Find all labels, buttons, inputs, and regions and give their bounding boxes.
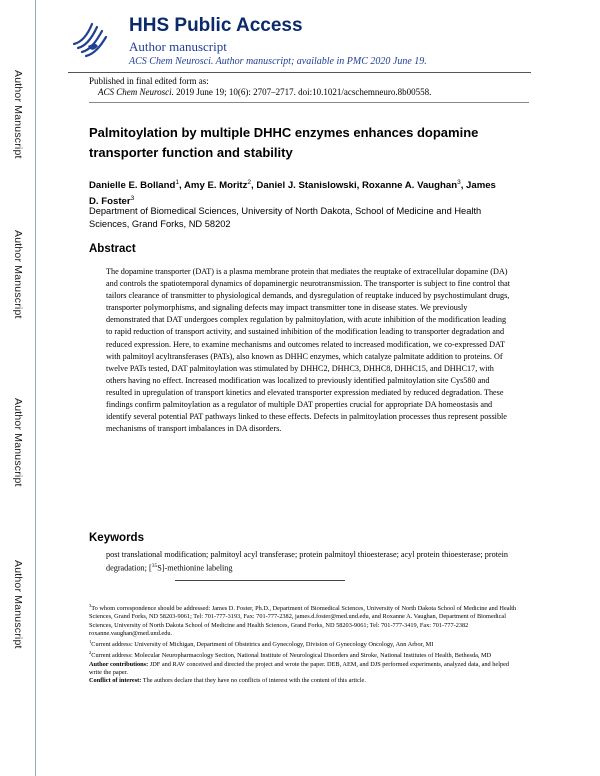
side-label-author-manuscript: Author Manuscript bbox=[12, 560, 24, 649]
footnote-text: JDF and RAV conceived and directed the project and wrote the paper. DEB, AEM, and DJS performed experiments, analyzed data, and helped write the paper. bbox=[89, 660, 510, 676]
paper-title: Palmitoylation by multiple DHHC enzymes enhances dopamine transporter function and stability bbox=[89, 125, 479, 160]
hhs-eagle-logo-icon bbox=[68, 16, 112, 60]
footnote-mark: 2 bbox=[89, 650, 92, 656]
side-label-author-manuscript: Author Manuscript bbox=[12, 70, 24, 159]
footnote-text: Current address: University of Michigan, Department of Obstetrics and Gynecology, Division of Gynecology Oncology, Ann Arbor, MI bbox=[91, 641, 434, 648]
hhs-public-access-title: HHS Public Access bbox=[129, 15, 303, 36]
pmc-availability-note bbox=[129, 56, 427, 67]
footnote-label: Author contributions: bbox=[89, 660, 149, 668]
footnote-conflict bbox=[89, 677, 517, 685]
footnote-address1 bbox=[89, 638, 517, 649]
affiliation: Department of Biomedical Sciences, University of North Dakota, School of Medicine and Health Sciences, Grand Forks, ND 58202 bbox=[89, 206, 482, 229]
keywords-heading: Keywords bbox=[89, 532, 144, 544]
footnote-text: Current address: Molecular Neuropharmacology Section, National Institute of Neurological Disorders and Stroke, National Institutes of Health, Bethesda, MD bbox=[91, 652, 492, 660]
author-name: Danielle E. Bolland bbox=[89, 180, 176, 192]
author-manuscript-link[interactable]: Author manuscript bbox=[129, 39, 227, 54]
keywords-text bbox=[106, 549, 511, 574]
margin-divider bbox=[35, 0, 36, 776]
author-name: Daniel J. Stanislowski bbox=[256, 180, 357, 192]
header-rule bbox=[68, 72, 531, 73]
author-sup: 3 bbox=[130, 195, 135, 203]
availability-text: Author manuscript; available in PMC 2020 June 19. bbox=[213, 56, 427, 67]
side-label-author-manuscript: Author Manuscript bbox=[12, 398, 24, 487]
isotope-sup: 35 bbox=[151, 562, 158, 569]
author-list: Danielle E. Bolland$^1$, Amy E. Moritz$^2$, Daniel J. Stanislowski, Roxanne A. Vaughan$^3$, James D. Foster$^3$ bbox=[89, 179, 496, 208]
author-name: Roxanne A. Vaughan bbox=[361, 180, 458, 192]
footnote-text: To whom correspondence should be addressed: James D. Foster, Ph.D., Department of Biomedical Sciences, University of North Dakota School of Medicine and Health Sciences, Grand Forks, ND 58203-9061; Tel: 701-777-3193, Fax: 701-777-2382, james.d.foster@med.und.edu, and Roxanne A. Vaughan, Department of Biomedical Sciences, University of North Dakota School of Medicine and Health Sciences, Grand Forks, ND 58203-9061; Tel: 701-777-3419, Fax: 701-777-2382 roxanne.vaughan@med.und.edu. bbox=[89, 605, 517, 637]
footnote-mark: 1 bbox=[89, 638, 92, 644]
footnote-correspondence bbox=[89, 602, 517, 638]
citation-journal: ACS Chem Neurosci. bbox=[98, 87, 174, 97]
abstract-text: The dopamine transporter (DAT) is a plasma membrane protein that mediates the reuptake of extracellular dopamine (DA) and controls the spatiotemporal dynamics of dopaminergic neurotransmission. The transporter is subject to fine control that tailors clearance of transmitter to physiological demands, and dysregulation of reuptake induced by psychostimulant drugs, transporter polymorphisms, and signaling defects may impact transmitter tone in disease states. We previously demonstrated that DAT undergoes complex regulation by palmitoylation, with acute inhibition of the modification leading to rapid reduction of transport activity, and sustained inhibition of the modification leading to transporter degradation and reduced expression. Here, to examine mechanisms and outcomes related to increased modification, we co-expressed DAT with palmitoyl acyltransferases (PATs), also known as DHHC enzymes, which catalyze palmitate addition to proteins. Of twelve PATs tested, DAT palmitoylation was stimulated by DHHC2, DHHC3, DHHC8, DHHC15, and DHHC17, with others having no effect. Increased modification was localized to previously identified palmitoylation site Cys580 and resulted in upregulation of transport kinetics and elevated transporter expression mediated by reduced degradation. These findings confirm palmitoylation as a regulator of multiple DAT properties crucial for appropriate DA homeostasis and identify several potential PAT pathways linked to these effects. Defects in palmitoylation processes thus represent possible mechanisms of transport imbalances in DA disorders. bbox=[106, 267, 510, 434]
keywords-tail: S]-methionine labeling bbox=[157, 563, 233, 573]
footnote-label: Conflict of interest: bbox=[89, 676, 142, 684]
footnotes bbox=[89, 602, 517, 685]
author-sup: 3 bbox=[457, 179, 461, 186]
author-sup: 2 bbox=[247, 179, 252, 186]
side-label-author-manuscript: Author Manuscript bbox=[12, 230, 24, 319]
footnote-rule bbox=[175, 580, 345, 581]
author-name: Amy E. Moritz bbox=[183, 180, 248, 192]
keywords-main: post translational modification; palmitoyl acyl transferase; protein palmitoyl thioesterase; acyl protein thioesterase; protein degradation; [ bbox=[106, 550, 508, 573]
footnote-text: The authors declare that they have no conflicts of interest with the content of this article. bbox=[141, 676, 366, 684]
published-label: Published in final edited form as: bbox=[89, 76, 209, 86]
citation bbox=[98, 87, 431, 97]
citation-rule bbox=[89, 102, 529, 103]
citation-details: 2019 June 19; 10(6): 2707–2717. doi:10.1021/acschemneuro.8b00558. bbox=[173, 87, 432, 97]
author-sup: 1 bbox=[175, 179, 179, 186]
journal-name[interactable]: ACS Chem Neurosci. bbox=[129, 56, 214, 67]
abstract-heading: Abstract bbox=[89, 243, 136, 255]
footnote-contributions bbox=[89, 661, 517, 677]
footnote-mark: 3 bbox=[89, 603, 92, 608]
footnote-address2 bbox=[89, 649, 517, 660]
